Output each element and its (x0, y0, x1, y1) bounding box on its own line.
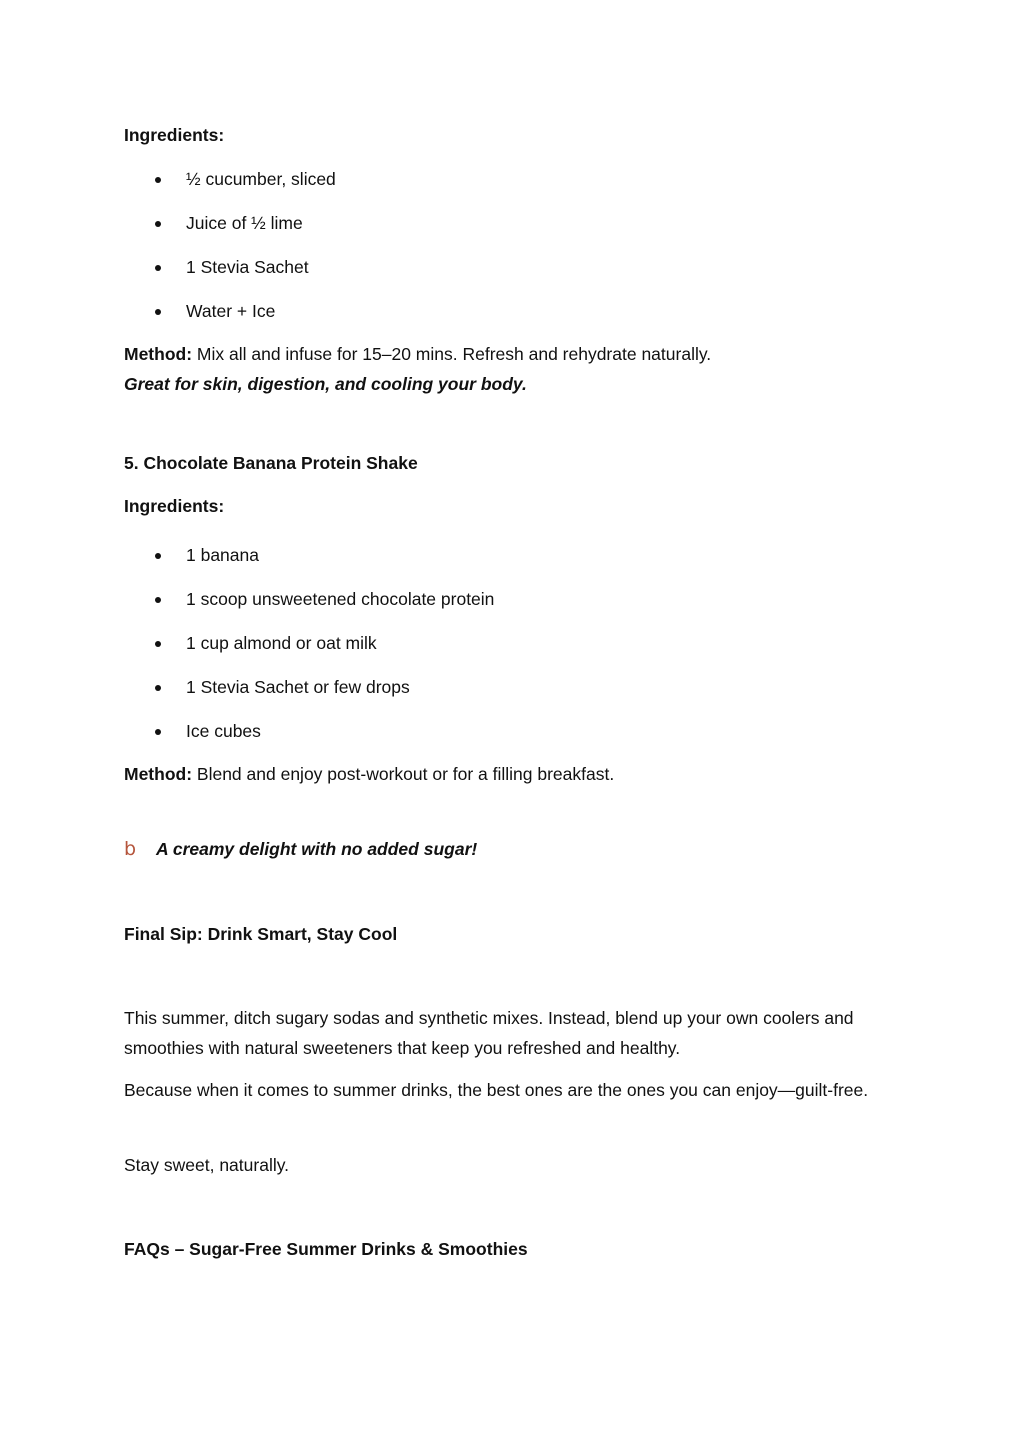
list-item (124, 299, 336, 343)
tip-line (124, 834, 477, 864)
ingredients-list (124, 543, 494, 763)
paragraph: This summer, ditch sugary sodas and synthetic mixes. Instead, blend up your own coolers and smoothies with natural sweeteners that keep you refreshed and healthy. (124, 1008, 854, 1058)
list-item-text: Water + Ice (186, 301, 276, 321)
method-line (124, 339, 711, 369)
bullet-icon (155, 641, 161, 647)
list-item-text: 1 scoop unsweetened chocolate protein (186, 589, 495, 609)
bullet-icon (155, 221, 161, 227)
ingredients-list (124, 167, 336, 343)
list-item (124, 587, 494, 631)
bullet-icon (155, 177, 161, 183)
paragraph: Because when it comes to summer drinks, the best ones are the ones you can enjoy—guilt-free. (124, 1080, 869, 1100)
section-heading: Final Sip: Drink Smart, Stay Cool (124, 924, 398, 944)
bullet-icon (155, 597, 161, 603)
list-item (124, 631, 494, 675)
method-text: Mix all and infuse for 15–20 mins. Refresh and rehydrate naturally. (192, 344, 712, 364)
list-item-text: 1 cup almond or oat milk (186, 633, 377, 653)
ingredients-label: Ingredients: (124, 496, 225, 516)
list-item-text: 1 banana (186, 545, 259, 565)
method-label: Method: (124, 764, 193, 784)
bullet-icon (155, 265, 161, 271)
list-item-text: Ice cubes (186, 721, 261, 741)
list-item (124, 543, 494, 587)
bullet-icon (155, 309, 161, 315)
list-item-text: 1 Stevia Sachet (186, 257, 309, 277)
bullet-icon (155, 729, 161, 735)
tip-text: A creamy delight with no added sugar! (156, 839, 478, 859)
method-line (124, 759, 614, 789)
list-item (124, 675, 494, 719)
ingredients-label: Ingredients: (124, 125, 225, 145)
list-item-text: 1 Stevia Sachet or few drops (186, 677, 410, 697)
paragraph: Stay sweet, naturally. (124, 1155, 290, 1175)
bullet-icon (155, 553, 161, 559)
list-item (124, 255, 336, 299)
list-item (124, 211, 336, 255)
method-label: Method: (124, 344, 193, 364)
section-heading: FAQs – Sugar-Free Summer Drinks & Smoothies (124, 1239, 528, 1259)
list-item (124, 167, 336, 211)
list-item-text: ½ cucumber, sliced (186, 169, 336, 189)
list-item-text: Juice of ½ lime (186, 213, 303, 233)
symbol-icon: b (124, 838, 137, 860)
section-title: 5. Chocolate Banana Protein Shake (124, 453, 418, 473)
recipe-note: Great for skin, digestion, and cooling your body. (124, 374, 527, 394)
method-text: Blend and enjoy post-workout or for a filling breakfast. (192, 764, 615, 784)
list-item (124, 719, 494, 763)
bullet-icon (155, 685, 161, 691)
